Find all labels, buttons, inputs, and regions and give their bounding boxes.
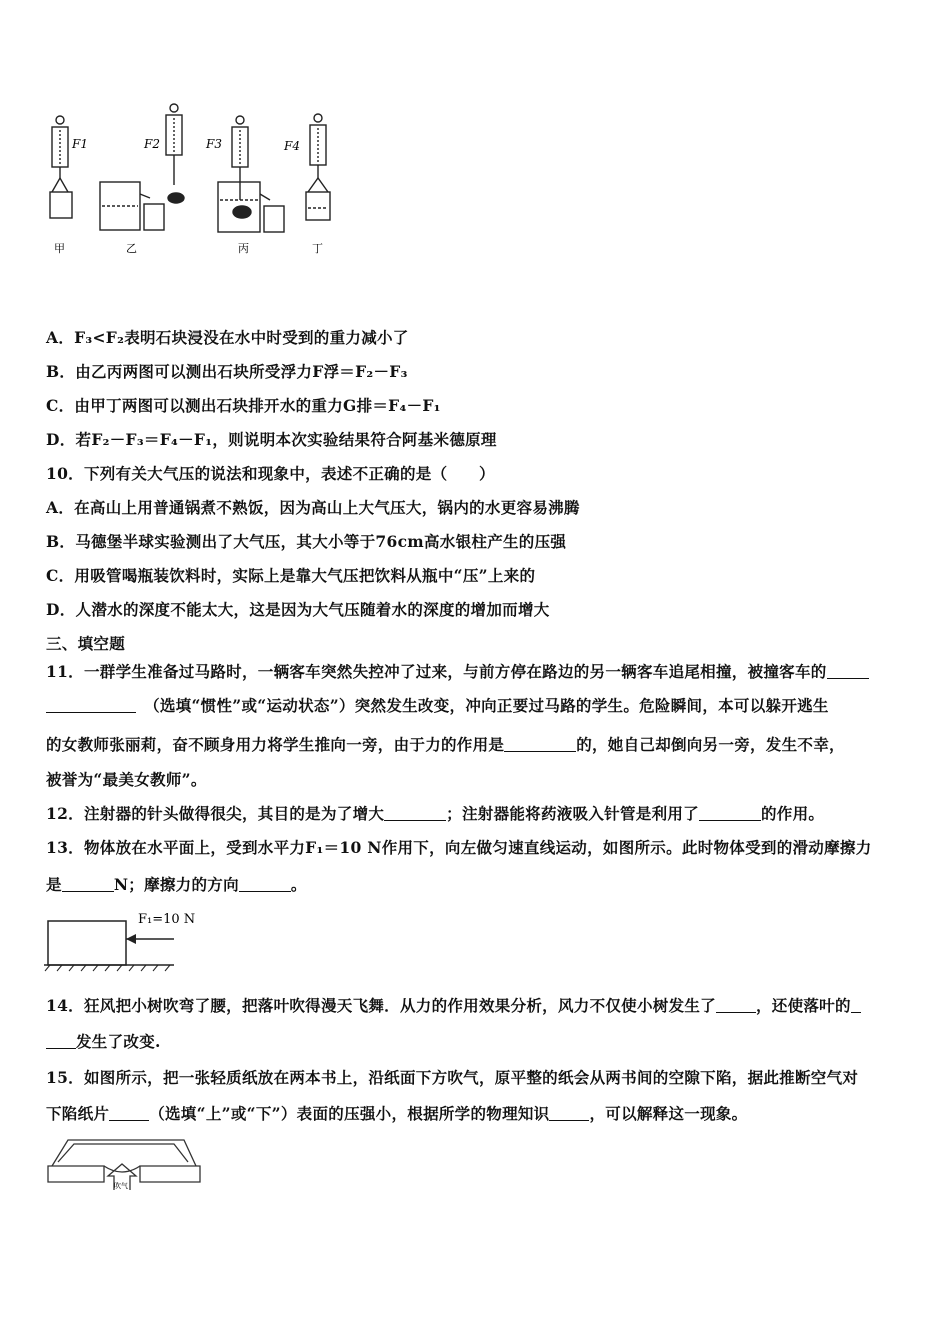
q14-text-c: 发生了改变. bbox=[76, 1032, 161, 1051]
q11-blank1b[interactable] bbox=[46, 697, 136, 714]
q14-text-b: ，还使落叶的 bbox=[755, 996, 851, 1015]
q15-line1: 15．如图所示，把一张轻质纸放在两本书上，沿纸面下方吹气，原平整的纸会从两书间的空隙下陷，据此推断空气对 bbox=[46, 1068, 859, 1087]
q11-text3a: 的女教师张丽莉，奋不顾身用力将学生推向一旁，由于力的作用是 bbox=[46, 735, 505, 754]
q13-blank2[interactable] bbox=[239, 876, 291, 893]
q15-text-b: （选填“上”或“下”）表面的压强小，根据所学的物理知识 bbox=[149, 1104, 550, 1123]
q11-line3 bbox=[46, 733, 845, 755]
force-label: F₁=10 N bbox=[138, 912, 196, 927]
q15-text-a: 下陷纸片 bbox=[46, 1104, 110, 1123]
q10-option-b: B．马德堡半球实验测出了大气压，其大小等于76cm高水银柱产生的压强 bbox=[46, 532, 567, 551]
q15-line2 bbox=[46, 1102, 747, 1124]
q9-option-d: D．若F₂－F₃＝F₄－F₁，则说明本次实验结果符合阿基米德原理 bbox=[46, 430, 497, 449]
label-f4: F4 bbox=[284, 139, 300, 153]
buoyancy-experiment-figure bbox=[40, 100, 340, 260]
q11-blank2[interactable] bbox=[504, 736, 576, 753]
q14-blank2b[interactable] bbox=[46, 1033, 76, 1050]
q10-option-d: D．人潜水的深度不能太大，这是因为大气压随着水的深度的增加而增大 bbox=[46, 600, 550, 619]
q13-text-c: 。 bbox=[290, 875, 307, 894]
label-f1: F1 bbox=[72, 137, 88, 151]
q11-text1: 11．一群学生准备过马路时，一辆客车突然失控冲了过来，与前方停在路边的另一辆客车追尾相撞，被撞客车的 bbox=[46, 662, 827, 681]
q12-blank2[interactable] bbox=[699, 805, 761, 822]
caption-yi: 乙 bbox=[126, 242, 137, 255]
q14-blank2a[interactable] bbox=[851, 997, 861, 1014]
q11-blank1a[interactable] bbox=[827, 663, 869, 680]
q11-text2: （选填“惯性”或“运动状态”）突然发生改变，冲向正要过马路的学生。危险瞬间，本可以躲开逃生 bbox=[151, 696, 829, 715]
q14-line1 bbox=[46, 994, 861, 1016]
q15-blank1[interactable] bbox=[109, 1105, 149, 1122]
books-paper-figure bbox=[44, 1130, 204, 1190]
q13-line1: 13．物体放在水平面上，受到水平力F₁＝10 N作用下，向左做匀速直线运动，如图所示。此时物体受到的滑动摩擦力 bbox=[46, 838, 872, 857]
q12-blank1[interactable] bbox=[384, 805, 446, 822]
q10-option-a: A．在高山上用普通锅煮不熟饭，因为高山上大气压大，锅内的水更容易沸腾 bbox=[46, 498, 580, 517]
q9-option-c: C．由甲丁两图可以测出石块排开水的重力G排＝F₄－F₁ bbox=[46, 396, 441, 415]
q15-text-c: ，可以解释这一现象。 bbox=[589, 1104, 748, 1123]
q12-text-a: 12．注射器的针头做得很尖，其目的是为了增大 bbox=[46, 804, 385, 823]
q11-line2 bbox=[46, 694, 829, 716]
label-f2: F2 bbox=[144, 137, 160, 151]
q12-text-c: 的作用。 bbox=[760, 804, 825, 823]
q12-text-b: ；注射器能将药液吸入针管是利用了 bbox=[446, 804, 699, 823]
q11-line4: 被誉为“最美女教师”。 bbox=[46, 770, 207, 789]
caption-ding: 丁 bbox=[312, 242, 323, 255]
q10-stem: 10．下列有关大气压的说法和现象中，表述不正确的是（ ） bbox=[46, 464, 495, 483]
caption-jia: 甲 bbox=[54, 242, 65, 255]
q14-blank1[interactable] bbox=[716, 997, 756, 1014]
q14-text-a: 14．狂风把小树吹弯了腰，把落叶吹得漫天飞舞．从力的作用效果分析，风力不仅使小树发生了 bbox=[46, 996, 716, 1015]
q13-text-b: N；摩擦力的方向 bbox=[113, 875, 239, 894]
q13-line2 bbox=[46, 873, 307, 895]
blow-caption: 吹气 bbox=[114, 1182, 128, 1190]
q15-blank2[interactable] bbox=[549, 1105, 589, 1122]
q13-text-a: 是 bbox=[46, 875, 62, 894]
q13-blank1[interactable] bbox=[62, 876, 114, 893]
q12-line bbox=[46, 802, 824, 824]
label-f3: F3 bbox=[206, 137, 222, 151]
q9-option-b: B．由乙丙两图可以测出石块所受浮力F浮＝F₂－F₃ bbox=[46, 362, 408, 381]
q10-option-c: C．用吸管喝瓶装饮料时，实际上是靠大气压把饮料从瓶中“压”上来的 bbox=[46, 566, 536, 585]
q14-line2 bbox=[46, 1030, 161, 1052]
caption-bing: 丙 bbox=[238, 242, 249, 255]
q11-text3b: 的，她自己却倒向另一旁，发生不幸， bbox=[576, 735, 845, 754]
section-title: 三、填空题 bbox=[46, 634, 126, 653]
q11-line1 bbox=[46, 660, 869, 682]
block-force-figure bbox=[44, 905, 204, 975]
q9-option-a: A．F₃<F₂表明石块浸没在水中时受到的重力减小了 bbox=[46, 328, 409, 347]
